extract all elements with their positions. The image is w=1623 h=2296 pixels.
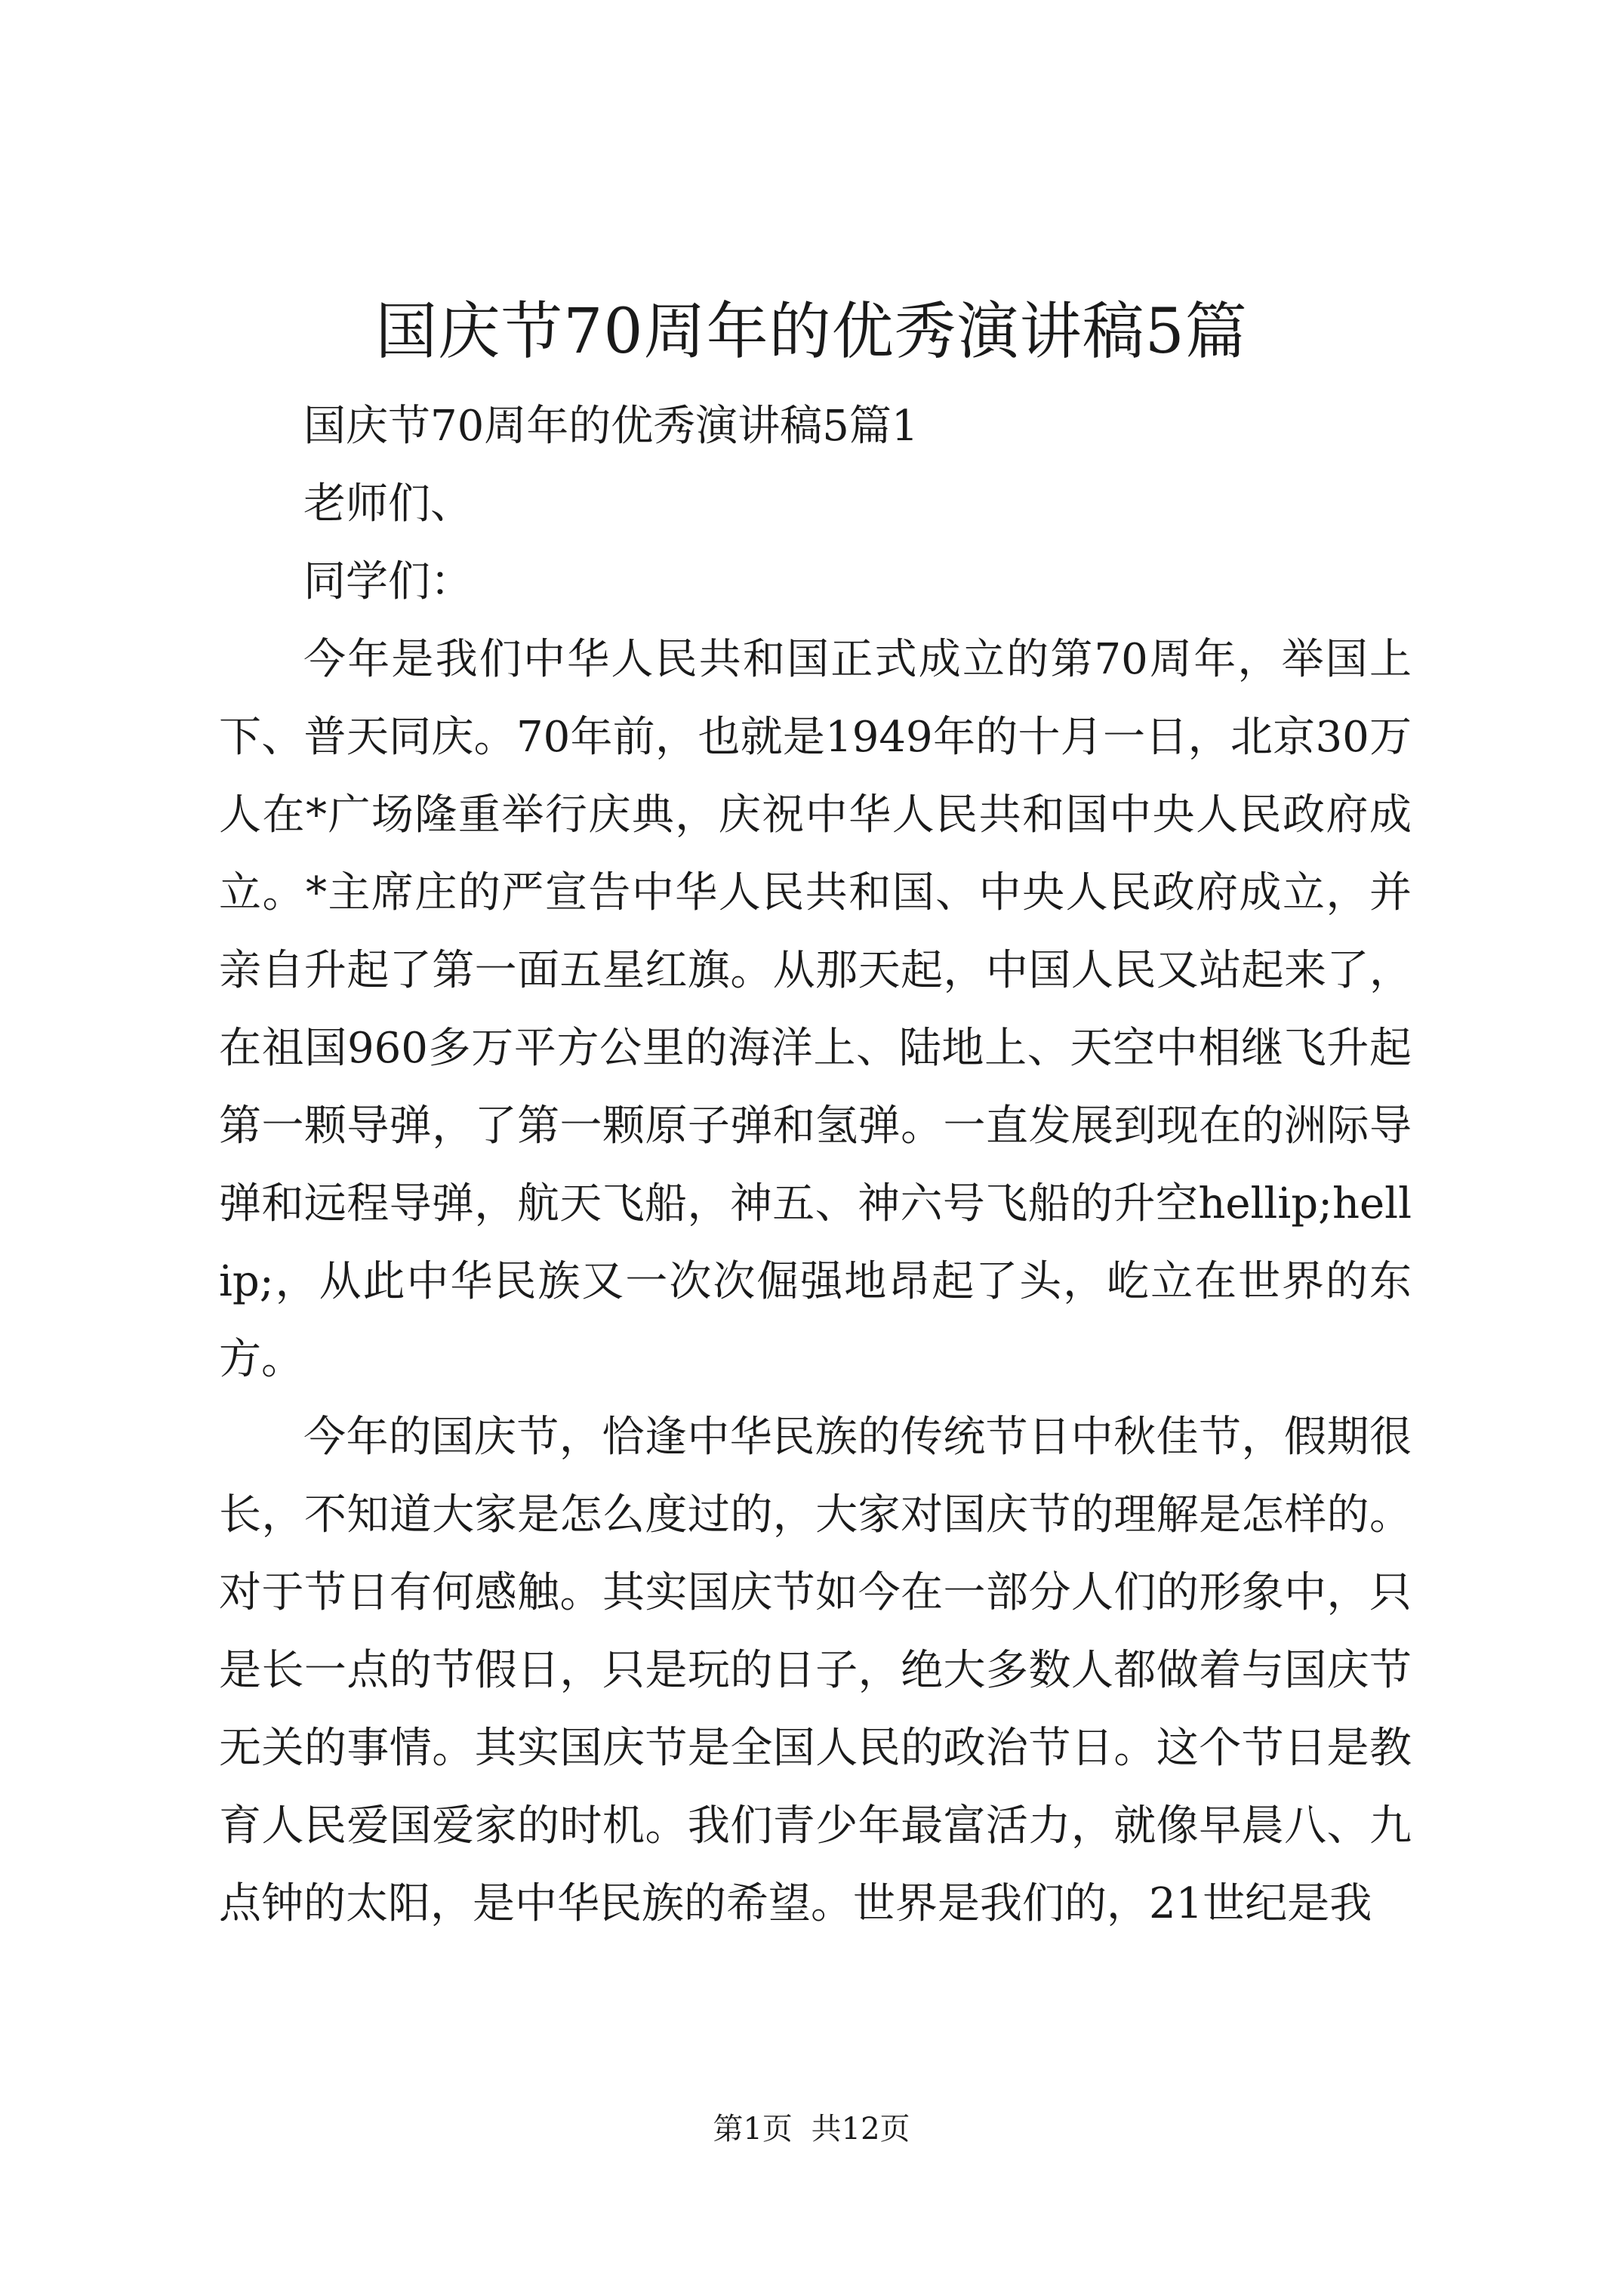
page-footer [0,2106,1623,2152]
body-paragraph: 今年是我们中华人民共和国正式成立的第70周年，举国上下、普天同庆。70年前，也就是1949年的十月一日，北京30万人在*广场隆重举行庆典，庆祝中华人民共和国中央人民政府成立。*主席庄的严宣告中华人民共和国、中央人民政府成立，并亲自升起了第一面五星红旗。从那天起，中国人民又站起来了，在祖国960多万平方公里的海洋上、陆地上、天空中相继飞升起第一颗导弹，了第一颗原子弹和氢弹。一直发展到现在的洲际导弹和远程导弹，航天飞船，神五、神六号飞船的升空hellip;hellip;，从此中华民族又一次次倔强地昂起了头，屹立在世界的东方。 [219,635,1412,1384]
salutation-students: 同学们： [303,557,473,606]
salutation-teachers: 老师们、 [303,479,473,529]
page-number: 第1页 [713,2112,793,2147]
document-title: 国庆节70周年的优秀演讲稿5篇 [375,296,1248,368]
page-total: 共12页 [811,2112,910,2147]
body-paragraph: 今年的国庆节，恰逢中华民族的传统节日中秋佳节，假期很长，不知道大家是怎么度过的，大家对国庆节的理解是怎样的。对于节日有何感触。其实国庆节如今在一部分人们的形象中，只是长一点的节假日，只是玩的日子，绝大多数人都做着与国庆节无关的事情。其实国庆节是全国人民的政治节日。这个节日是教育人民爱国爱家的时机。我们青少年最富活力，就像早晨八、九点钟的太阳，是中华民族的希望。世界是我们的，21世纪是我 [219,1413,1412,1928]
document-body [219,387,1412,1943]
section-heading: 国庆节70周年的优秀演讲稿5篇1 [303,402,919,451]
